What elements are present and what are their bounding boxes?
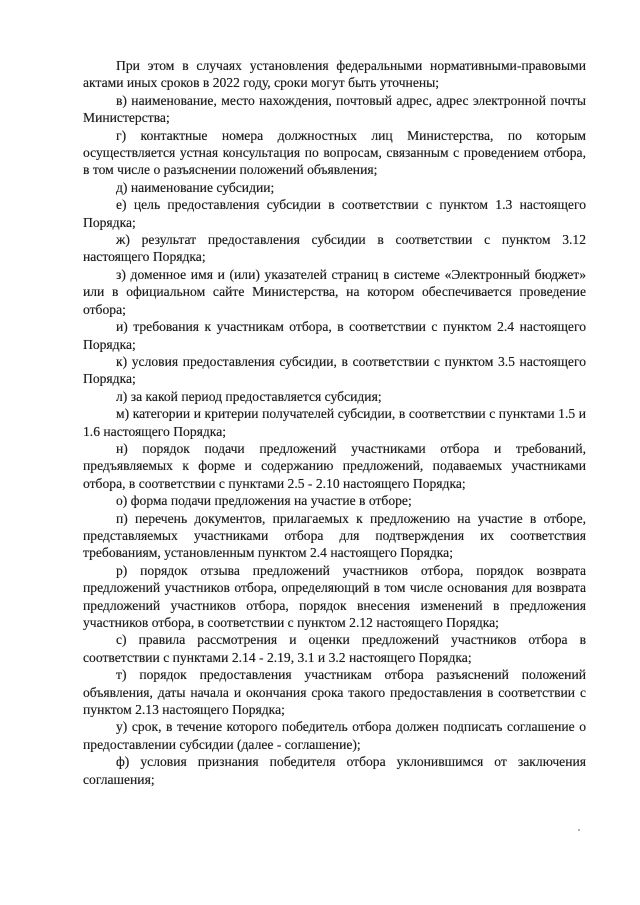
paragraph-item-zh: ж) результат предоставления субсидии в соответствии с пунктом 3.12 настоящего Порядка; [83, 232, 586, 265]
paragraph-item-p: п) перечень документов, прилагаемых к предложению на участие в отборе, представляемых участниками отбора для подтверждения их соответствия требованиям, установленным пунктом 2.4 настоящего Порядка; [83, 510, 586, 561]
document-text [83, 57, 586, 788]
paragraph-item-u: у) срок, в течение которого победитель отбора должен подписать соглашение о предоставлении субсидии (далее - соглашение); [83, 719, 586, 752]
paragraph-item-e: е) цель предоставления субсидии в соответствии с пунктом 1.3 настоящего Порядка; [83, 197, 586, 230]
scan-speck [578, 829, 580, 831]
paragraph-item-f: ф) условия признания победителя отбора уклонившимся от заключения соглашения; [83, 754, 586, 787]
paragraph-item-g: г) контактные номера должностных лиц Министерства, по которым осуществляется устная консультация по вопросам, связанным с проведением отбора, в том числе о разъяснении положений объявления; [83, 127, 586, 178]
paragraph-item-t: т) порядок предоставления участникам отбора разъяснений положений объявления, даты начала и окончания срока такого предоставления в соответствии с пунктом 2.13 настоящего Порядка; [83, 667, 586, 718]
paragraph-item-v: в) наименование, место нахождения, почтовый адрес, адрес электронной почты Министерства; [83, 92, 586, 126]
paragraph-item-i: и) требования к участникам отбора, в соответствии с пунктом 2.4 настоящего Порядка; [83, 319, 586, 352]
paragraph-item-m: м) категории и критерии получателей субсидии, в соответствии с пунктами 1.5 и 1.6 настоящего Порядка; [83, 406, 586, 439]
paragraph-item-k: к) условия предоставления субсидии, в соответствии с пунктом 3.5 настоящего Порядка; [83, 353, 586, 387]
paragraph-item-l: л) за какой период предоставляется субсидия; [116, 388, 382, 404]
paragraph-deadlines-note: При этом в случаях установления федеральными нормативными-правовыми актами иных сроков в 2022 году, сроки могут быть уточнены; [83, 58, 586, 91]
paragraph-item-o: о) форма подачи предложения на участие в отборе; [116, 493, 412, 509]
paragraph-item-n: н) порядок подачи предложений участниками отбора и требований, предъявляемых к форме и содержанию предложений, подаваемых участниками отбора, в соответствии с пунктами 2.5 - 2.10 настоящего Порядка; [83, 440, 586, 491]
paragraph-item-z: з) доменное имя и (или) указателей страниц в системе «Электронный бюджет» или в официальном сайте Министерства, на котором обеспечивается проведение отбора; [83, 266, 586, 317]
paragraph-item-r: р) порядок отзыва предложений участников отбора, порядок возврата предложений участников отбора, определяющий в том числе основания для возврата предложений участников отбора, порядок внесения изменений в предложения участников отбора, в соответствии с пунктом 2.12 настоящего Порядка; [83, 562, 586, 630]
paragraph-item-d: д) наименование субсидии; [116, 179, 275, 195]
paragraph-item-s: с) правила рассмотрения и оценки предложений участников отбора в соответствии с пунктами 2.14 - 2.19, 3.1 и 3.2 настоящего Порядка; [83, 632, 586, 665]
